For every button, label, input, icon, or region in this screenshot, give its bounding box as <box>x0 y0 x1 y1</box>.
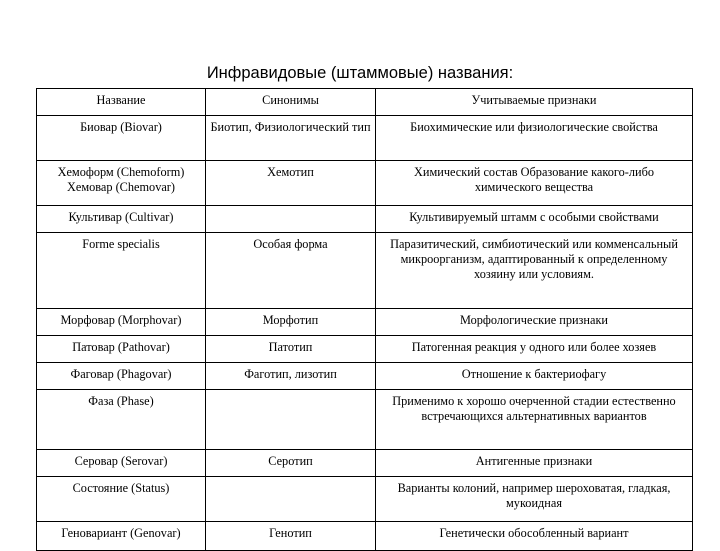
cell-features: Патогенная реакция у одного или более хозяев <box>376 336 693 363</box>
cell-synonyms <box>206 206 376 233</box>
cell-features: Химический состав Образование какого-либо химического вещества <box>376 161 693 206</box>
header-synonyms: Синонимы <box>206 89 376 116</box>
cell-features: Генетически обособленный вариант <box>376 522 693 551</box>
table-row <box>37 450 693 477</box>
cell-name: Хемоформ (Chemoform) Хемовар (Chemovar) <box>37 161 206 206</box>
cell-name: Морфовар (Morphovar) <box>37 309 206 336</box>
cell-name: Геновариант (Genovar) <box>37 522 206 551</box>
cell-synonyms: Серотип <box>206 450 376 477</box>
table-row <box>37 477 693 522</box>
table-row <box>37 363 693 390</box>
cell-features: Отношение к бактериофагу <box>376 363 693 390</box>
cell-features: Культивируемый штамм с особыми свойствами <box>376 206 693 233</box>
cell-features: Биохимические или физиологические свойства <box>376 116 693 161</box>
table-row <box>37 309 693 336</box>
cell-features: Морфологические признаки <box>376 309 693 336</box>
cell-name: Биовар (Biovar) <box>37 116 206 161</box>
page-title: Инфравидовые (штаммовые) названия: <box>206 64 514 82</box>
table-row <box>37 336 693 363</box>
cell-name: Серовар (Serovar) <box>37 450 206 477</box>
cell-features: Паразитический, симбиотический или комменсальный микроорганизм, адаптированный к определенному хозяину или условиям. <box>376 233 693 309</box>
cell-synonyms: Особая форма <box>206 233 376 309</box>
cell-features: Применимо к хорошо очерченной стадии естественно встречающихся альтернативных вариантов <box>376 390 693 450</box>
table-row <box>37 161 693 206</box>
cell-name: Культивар (Cultivar) <box>37 206 206 233</box>
cell-name: Фаза (Phase) <box>37 390 206 450</box>
strain-names-table <box>36 88 693 551</box>
cell-name: Forme specialis <box>37 233 206 309</box>
cell-synonyms <box>206 477 376 522</box>
table-row <box>37 390 693 450</box>
table-row <box>37 116 693 161</box>
header-name: Название <box>37 89 206 116</box>
cell-synonyms: Морфотип <box>206 309 376 336</box>
cell-synonyms: Генотип <box>206 522 376 551</box>
header-features: Учитываемые признаки <box>376 89 693 116</box>
cell-synonyms: Биотип, Физиологический тип <box>206 116 376 161</box>
cell-name: Фаговар (Phagovar) <box>37 363 206 390</box>
cell-name: Патовар (Pathovar) <box>37 336 206 363</box>
table-row <box>37 522 693 551</box>
table-row <box>37 206 693 233</box>
table-header-row <box>37 89 693 116</box>
cell-name: Состояние (Status) <box>37 477 206 522</box>
cell-synonyms: Фаготип, лизотип <box>206 363 376 390</box>
table-row <box>37 233 693 309</box>
cell-synonyms <box>206 390 376 450</box>
cell-synonyms: Патотип <box>206 336 376 363</box>
cell-synonyms: Хемотип <box>206 161 376 206</box>
cell-features: Варианты колоний, например шероховатая, гладкая, мукоидная <box>376 477 693 522</box>
cell-features: Антигенные признаки <box>376 450 693 477</box>
